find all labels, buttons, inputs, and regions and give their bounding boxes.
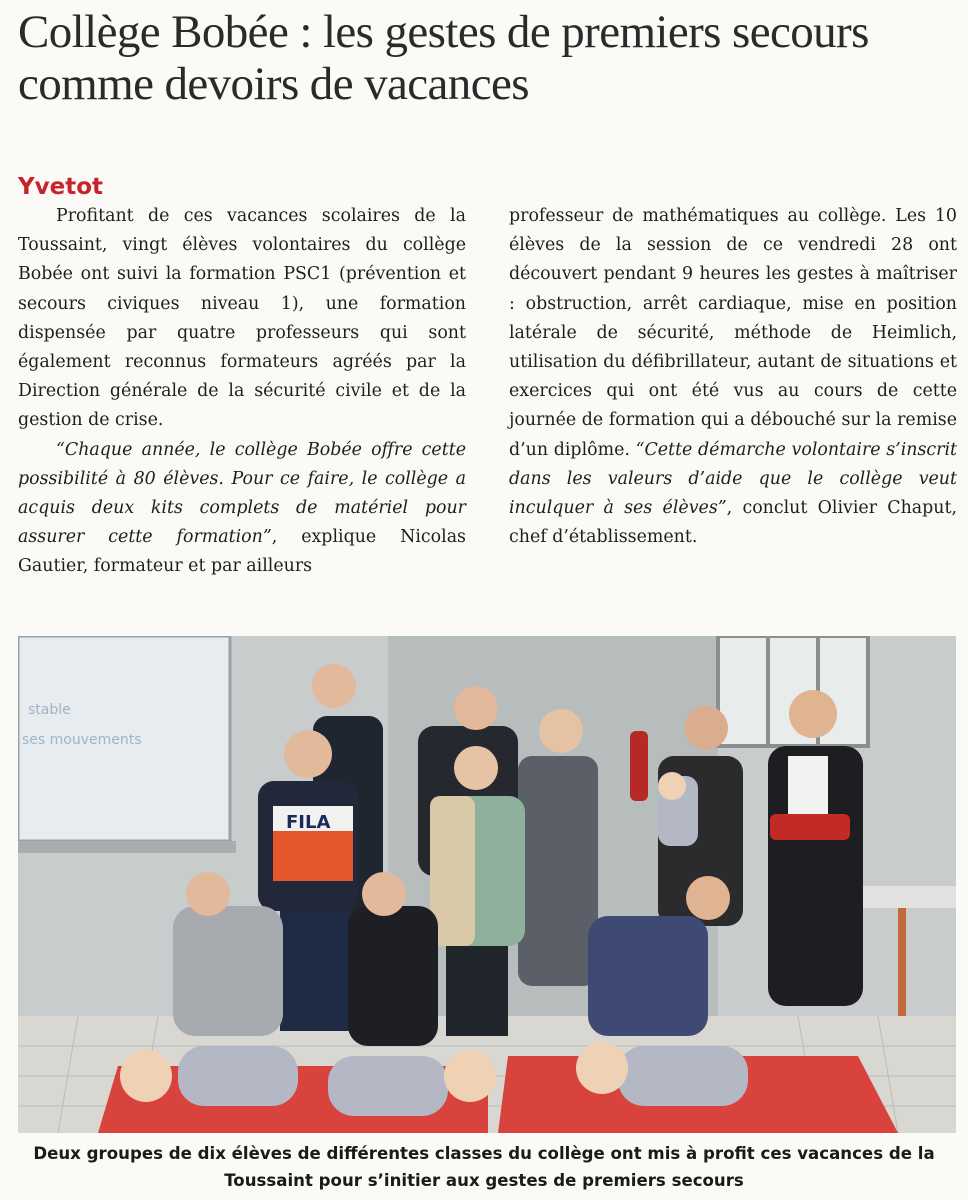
quote-chaput: “Cette démarche volontaire s’inscrit dans les valeurs d’aide que le collège veut inculquer à ses élèves”	[509, 439, 957, 519]
paragraph-continued	[509, 202, 957, 552]
photo-illustration	[18, 636, 956, 1133]
article-column-left	[18, 202, 466, 582]
whiteboard-tray	[18, 841, 236, 853]
article-column-right	[509, 202, 957, 552]
photo-caption: Deux groupes de dix élèves de différentes classes du collège ont mis à profit ces vacances de la Toussaint pour s’initier aux gestes de premiers secours	[33, 1144, 935, 1190]
paragraph-continued-text: professeur de mathématiques au collège. Les 10 élèves de la session de ce vendredi 28 ont découvert pendant 9 heures les gestes à maîtriser : obstruction, arrêt cardiaque, mise en position latérale de sécurité, méthode de Heimlich, utilisation du défibrillateur, autant de situations et exercices qui ont été vus au cours de cette journée de formation qui a débouché sur la remise d’un diplôme.	[509, 206, 957, 460]
headline: Collège Bobée : les gestes de premiers secours comme devoirs de vacances	[18, 6, 869, 110]
whiteboard-text-1: stable	[28, 702, 71, 718]
quote-chaput-attribution: , conclut Olivier Chaput, chef d’établissement.	[509, 498, 958, 548]
window	[718, 636, 868, 746]
fila-logo: FILA	[286, 812, 331, 833]
quote-gautier: “Chaque année, le collège Bobée offre cette possibilité à 80 élèves. Pour ce faire, le collège a acquis deux kits complets de matériel pour assurer cette formation”	[18, 439, 466, 548]
fire-extinguisher	[630, 731, 648, 801]
paragraph-intro: Profitant de ces vacances scolaires de la Toussaint, vingt élèves volontaires du collège Bobée ont suivi la formation PSC1 (prévention et secours civiques niveau 1), une formation dispensée par quatre professeurs qui sont également reconnus formateurs agréés par la Direction générale de la sécurité civile et de la gestion de crise.	[18, 206, 466, 431]
paragraph-quote-gautier	[18, 436, 466, 582]
group-photo	[18, 636, 956, 1133]
location-kicker: Yvetot	[18, 174, 104, 200]
whiteboard-text-2: ses mouvements	[22, 732, 142, 748]
quote-attribution: , explique Nicolas Gautier, formateur et par ailleurs	[18, 527, 466, 577]
